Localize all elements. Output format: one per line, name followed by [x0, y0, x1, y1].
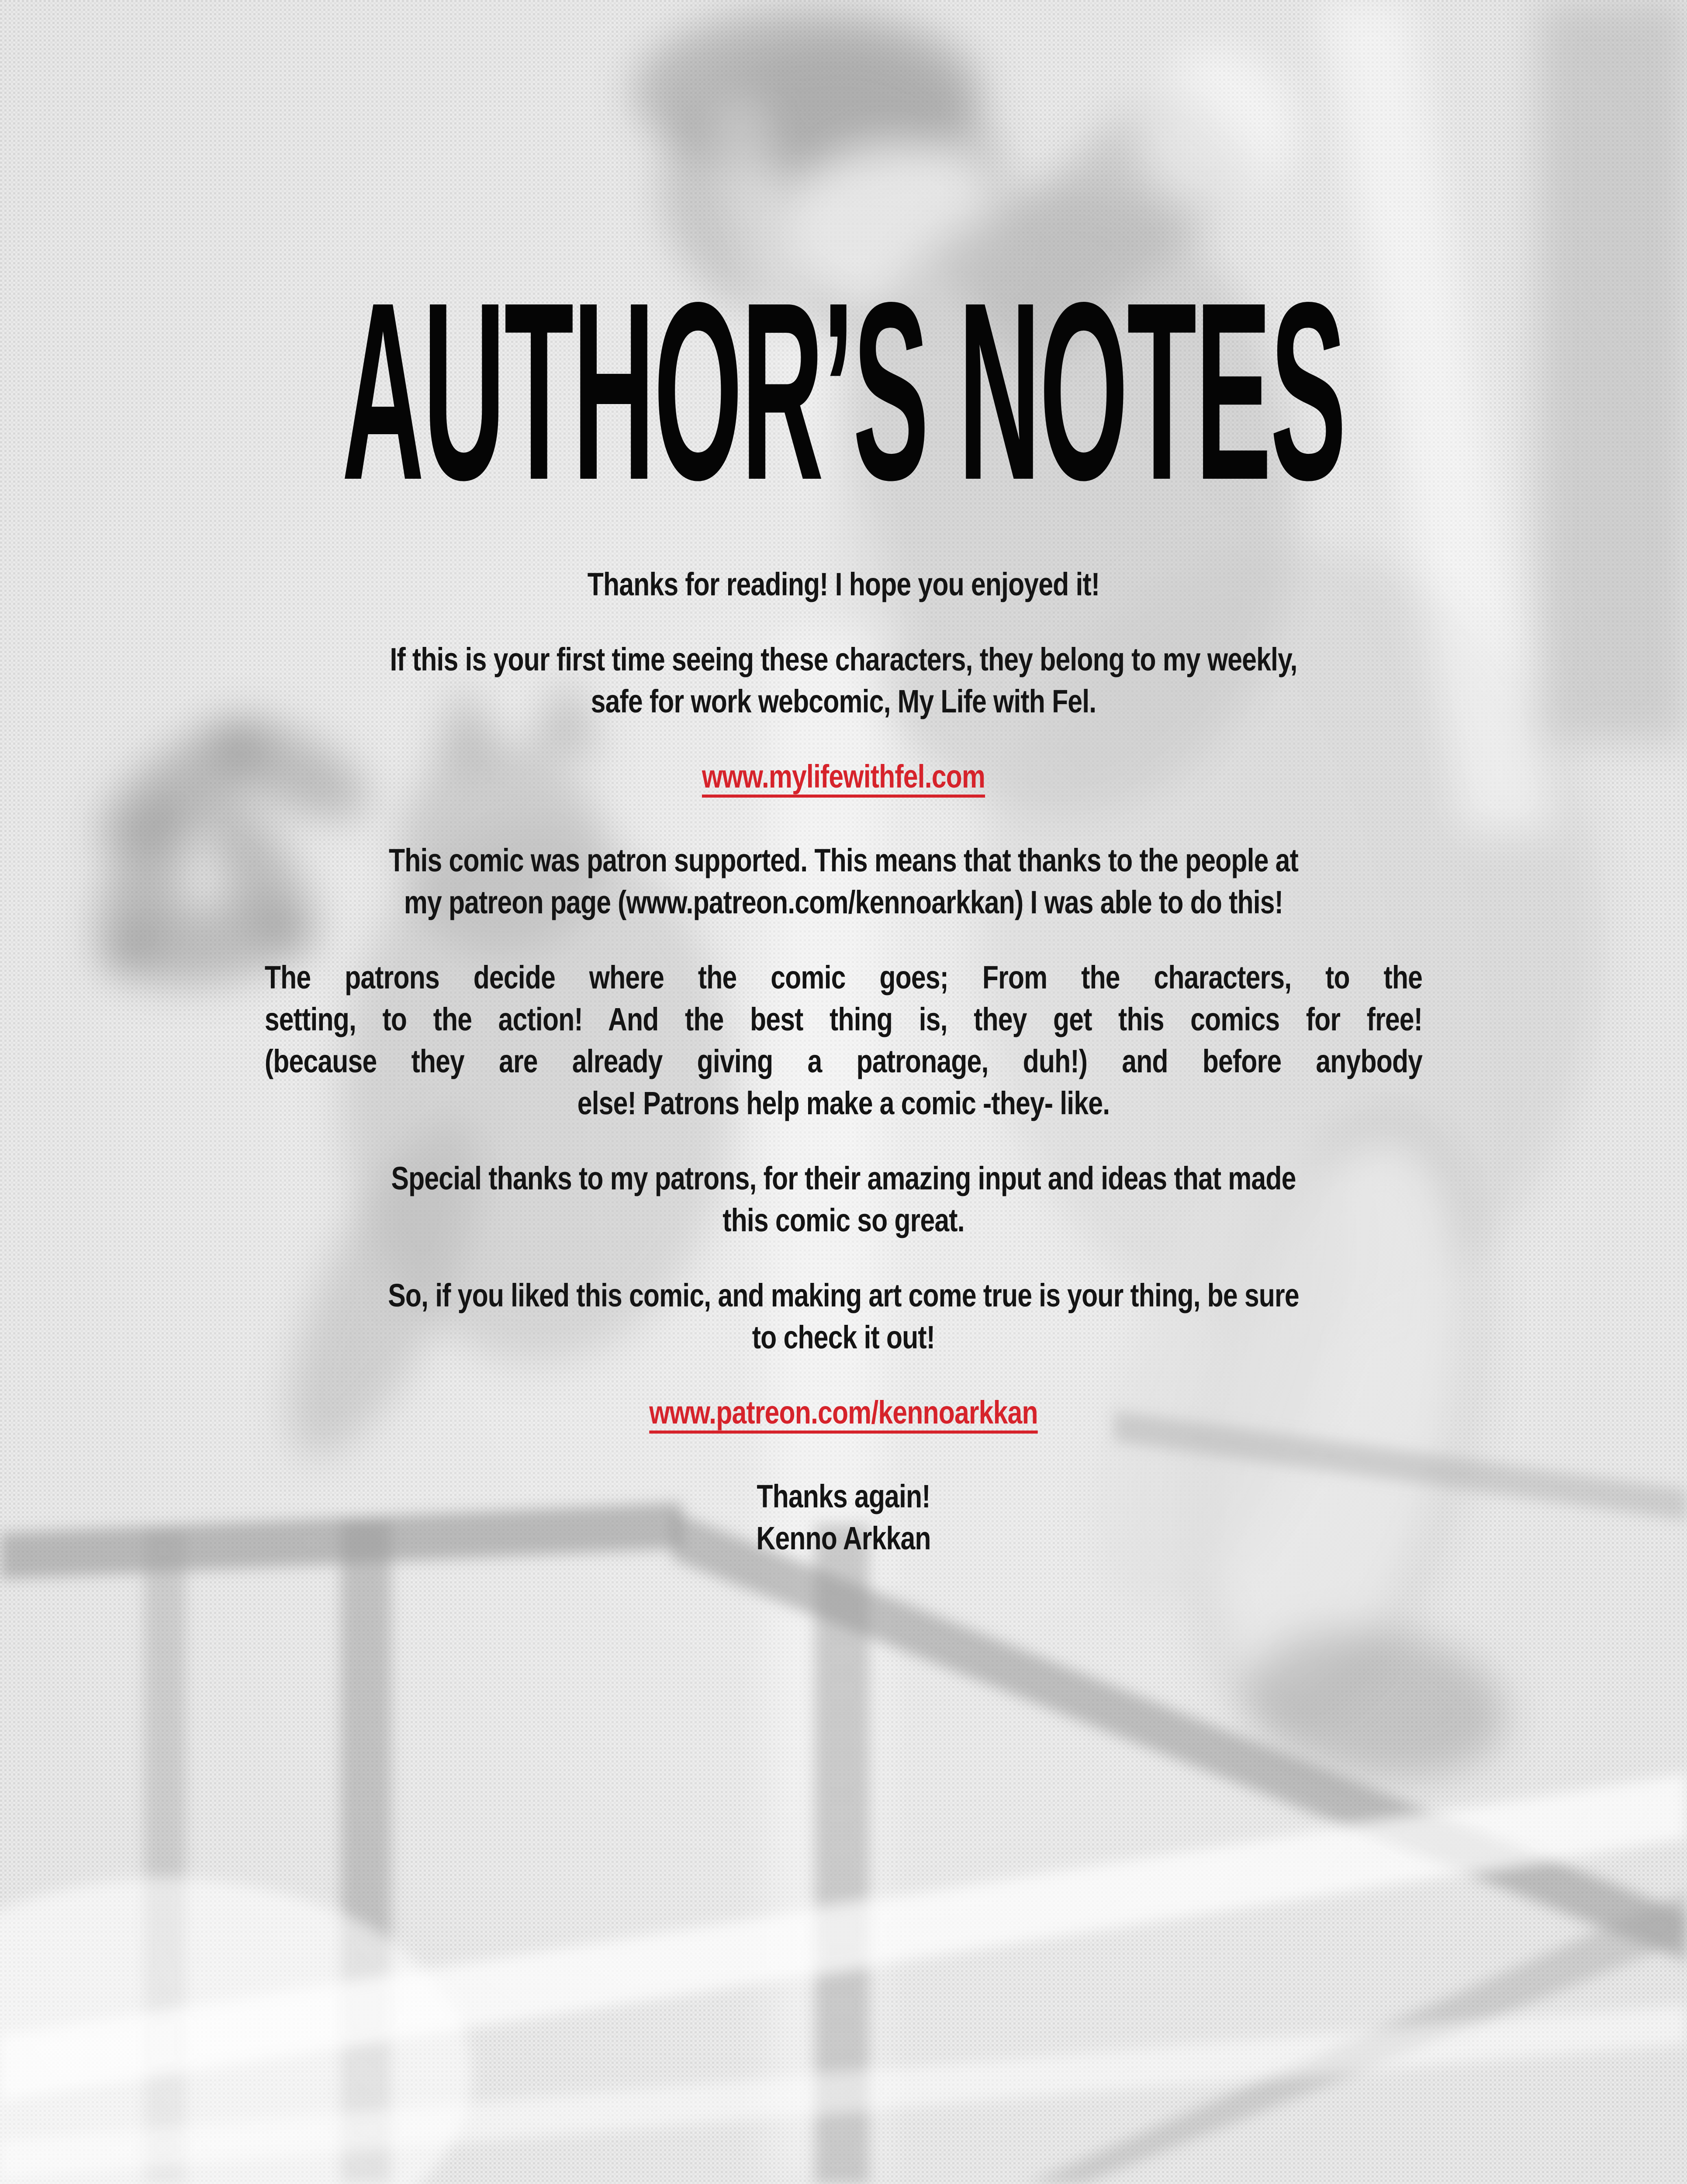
mylifewithfel-link-row	[265, 756, 1422, 798]
text-column	[265, 563, 1422, 1559]
paragraph-first-time	[265, 639, 1422, 722]
title-row	[0, 249, 1687, 532]
paragraph-patron-supported	[265, 840, 1422, 923]
signoff-author-name: Kenno Arkkan	[756, 1520, 931, 1556]
signoff-thanks-line: Thanks again!	[757, 1478, 930, 1514]
text-line: this comic so great.	[723, 1202, 964, 1238]
text-line: The patrons decide where the comic goes; From the characters, to the	[264, 959, 1423, 995]
text-line: else! Patrons help make a comic -they- like.	[577, 1085, 1110, 1121]
signoff	[265, 1476, 1422, 1559]
paragraph-intro	[265, 563, 1422, 605]
patreon-link-row	[265, 1392, 1422, 1434]
text-line: Special thanks to my patrons, for their amazing input and ideas that made	[391, 1160, 1296, 1196]
text-line: This comic was patron supported. This means that thanks to the people at	[389, 842, 1298, 878]
page-title: AUTHOR’S NOTES	[342, 249, 1345, 532]
text-line: my patreon page (www.patreon.com/kennoarkkan) I was able to do this!	[404, 884, 1283, 920]
text-line: Thanks for reading! I hope you enjoyed it!	[587, 566, 1100, 602]
text-line: (because they are already giving a patronage, duh!) and before anybody	[264, 1043, 1423, 1079]
text-line: safe for work webcomic, My Life with Fel.	[591, 683, 1096, 719]
text-line: to check it out!	[752, 1319, 935, 1355]
mylifewithfel-link[interactable]: www.mylifewithfel.com	[702, 758, 985, 795]
text-line: If this is your first time seeing these characters, they belong to my weekly,	[390, 641, 1297, 677]
patreon-link[interactable]: www.patreon.com/kennoarkkan	[649, 1394, 1038, 1431]
paragraph-special-thanks	[265, 1158, 1422, 1241]
paragraph-check-out	[265, 1275, 1422, 1358]
text-line: So, if you liked this comic, and making art come true is your thing, be sure	[388, 1277, 1299, 1313]
text-line: setting, to the action! And the best thing is, they get this comics for free!	[264, 1001, 1423, 1037]
paragraph-patrons-decide	[265, 957, 1422, 1124]
